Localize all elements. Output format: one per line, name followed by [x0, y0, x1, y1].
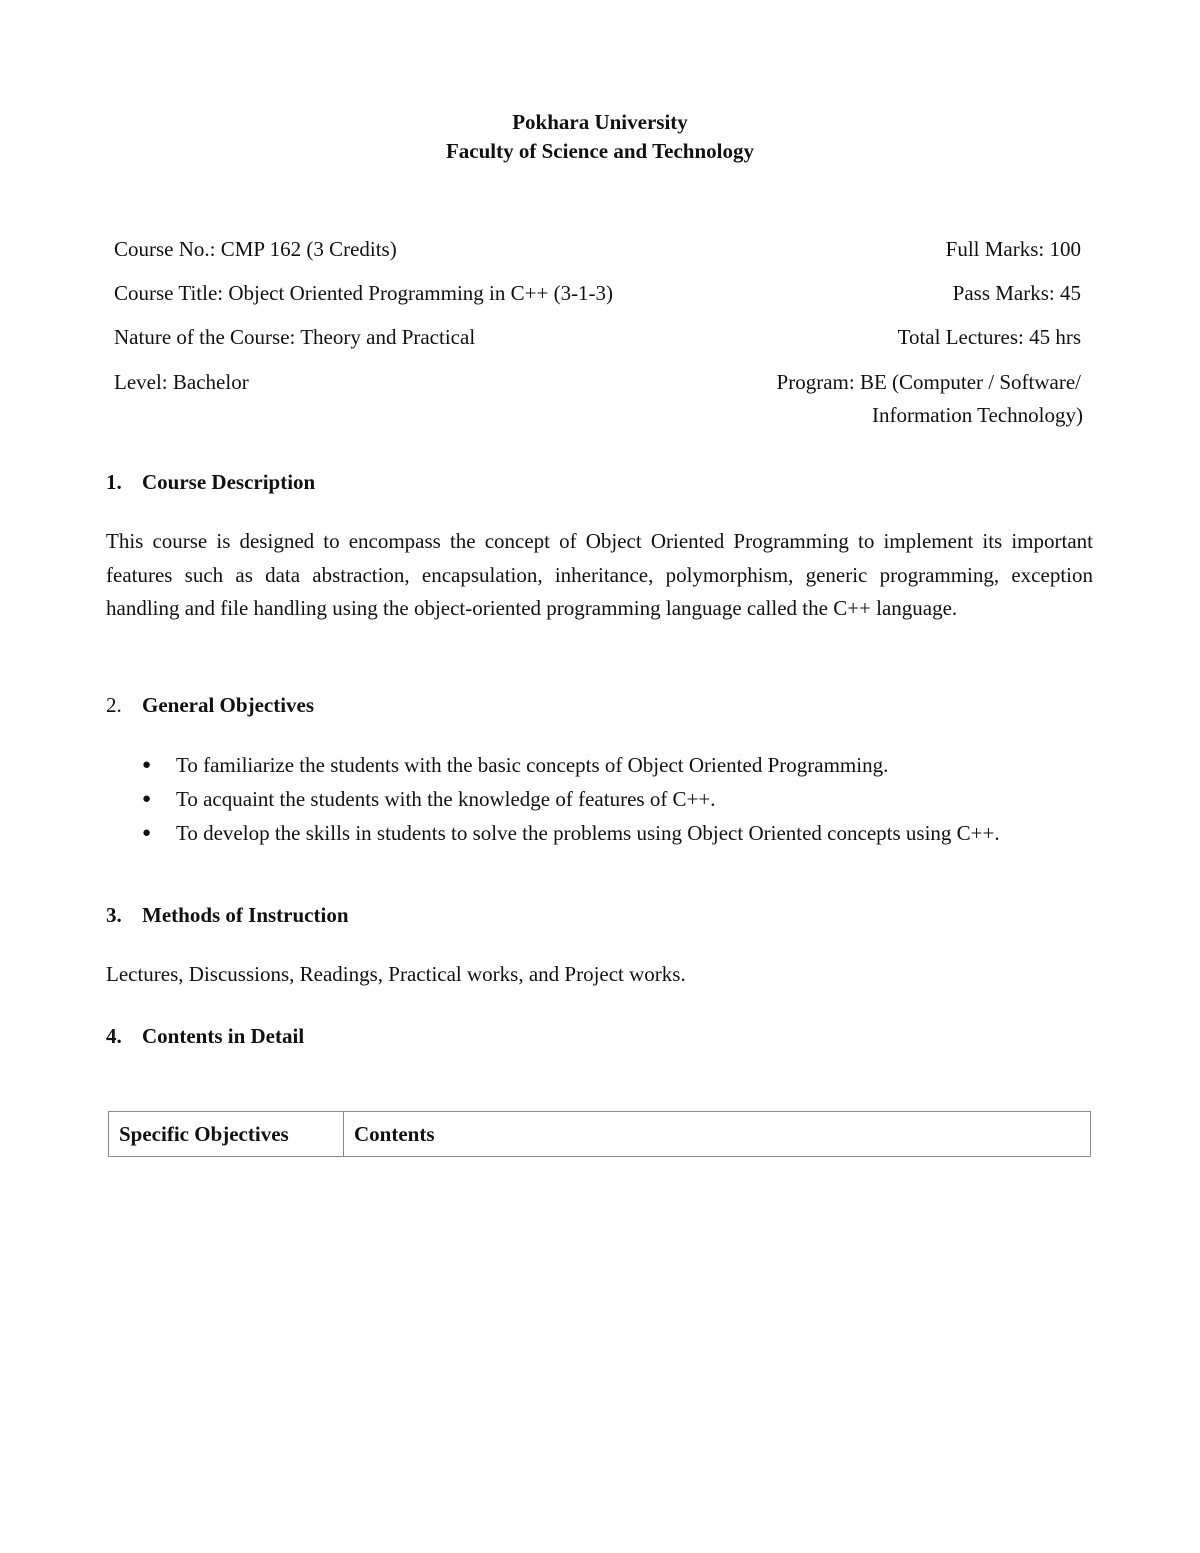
bullet-icon: ● [142, 825, 152, 841]
course-nature: Nature of the Course: Theory and Practical [114, 325, 476, 349]
contents-table [108, 1111, 1091, 1157]
program-line-2: Information Technology) [871, 403, 1083, 427]
section-4-heading [106, 1024, 304, 1049]
section-title: Course Description [142, 470, 316, 494]
column-header-specific-objectives: Specific Objectives [109, 1112, 344, 1157]
bullet-icon: ● [142, 791, 152, 807]
full-marks: Full Marks: 100 [945, 237, 1081, 261]
course-no: Course No.: CMP 162 (3 Credits) [114, 237, 397, 261]
course-description-body: This course is designed to encompass the concept of Object Oriented Programming to implement its important features such as data abstraction, encapsulation, inheritance, polymorphism, generic programming, exception handling and file handling using the object-oriented programming language called the C++ language. [106, 529, 1093, 620]
list-item: ● To acquaint the students with the knowledge of features of C++. [142, 787, 716, 811]
bullet-icon: ● [142, 757, 152, 773]
course-title: Course Title: Object Oriented Programming in C++ (3-1-3) [114, 281, 614, 305]
list-item: ● To develop the skills in students to solve the problems using Object Oriented concepts using C++. [142, 821, 1000, 845]
faculty-title: Faculty of Science and Technology [445, 139, 755, 163]
section-2-heading [106, 693, 314, 718]
list-item: ● To familiarize the students with the basic concepts of Object Oriented Programming. [142, 753, 889, 777]
section-number: 1. [106, 470, 122, 494]
objectives-list [142, 751, 1092, 853]
pass-marks: Pass Marks: 45 [952, 281, 1081, 305]
university-title: Pokhara University [512, 110, 688, 134]
section-3-heading [106, 903, 349, 928]
total-lectures: Total Lectures: 45 hrs [897, 325, 1081, 349]
section-1-heading [106, 470, 315, 495]
table-header-row [109, 1112, 1091, 1157]
section-title: Contents in Detail [142, 1024, 305, 1048]
methods-body: Lectures, Discussions, Readings, Practical works, and Project works. [106, 962, 686, 986]
section-title: Methods of Instruction [142, 903, 349, 927]
section-number: 4. [106, 1024, 122, 1048]
section-number: 3. [106, 903, 122, 927]
section-title: General Objectives [142, 693, 315, 717]
program-line-1: Program: BE (Computer / Software/ [776, 370, 1081, 394]
course-level: Level: Bachelor [114, 370, 249, 394]
section-number: 2. [106, 693, 122, 717]
column-header-contents: Contents [344, 1112, 1091, 1157]
